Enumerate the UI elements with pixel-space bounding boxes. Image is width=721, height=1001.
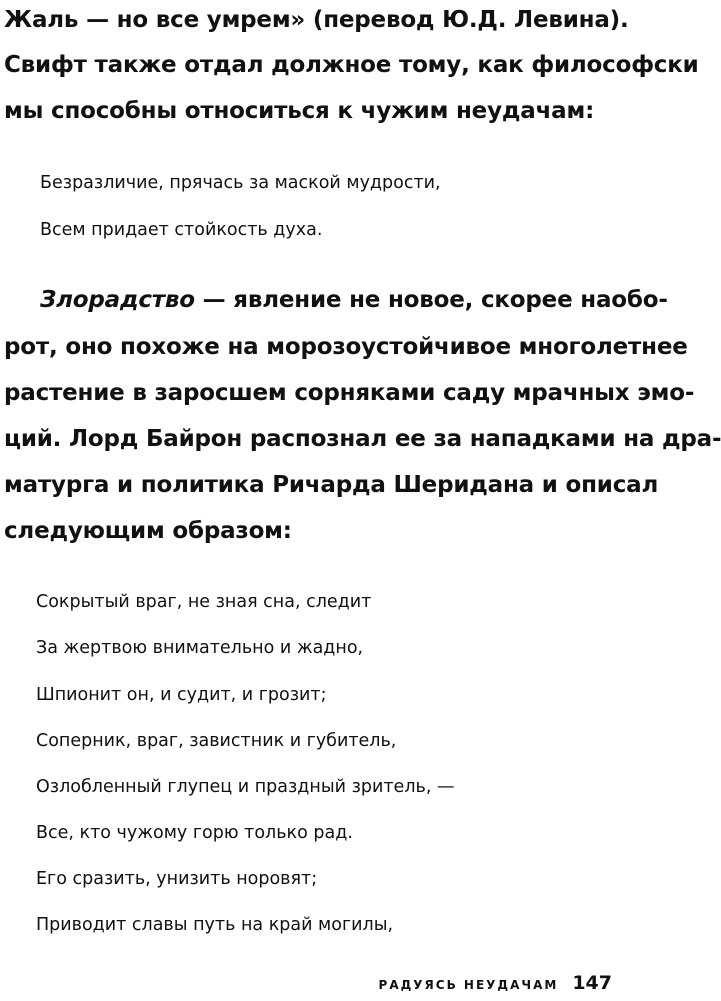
verse-line: Все, кто чужому горю только рад.	[36, 823, 353, 843]
verse-line: Его сразить, унизить норовят;	[36, 869, 318, 889]
verse-line: За жертвою внимательно и жадно,	[36, 638, 364, 658]
verse-line: Сокрытый враг, не зная сна, следит	[36, 592, 372, 612]
page-number: 147	[572, 972, 612, 994]
prose-line: следующим образом:	[4, 518, 292, 544]
verse-line: Приводит славы путь на край могилы,	[36, 915, 394, 935]
verse-line: Соперник, враг, завистник и губитель,	[36, 731, 397, 751]
prose-line: рот, оно похоже на морозоустойчивое многолетнее	[4, 334, 688, 360]
verse-line: Всем придает стойкость духа.	[40, 220, 323, 240]
prose-line: Свифт также отдал должное тому, как философски	[4, 52, 699, 78]
emphasized-term: Злорадство	[40, 287, 195, 313]
prose-line: матурга и политика Ричарда Шеридана и описал	[4, 472, 659, 498]
prose-line: растение в заросшем сорняками саду мрачных эмо-	[4, 380, 695, 406]
prose-line: ций. Лорд Байрон распознал ее за нападками на дра-	[4, 426, 721, 452]
verse-line: Шпионит он, и судит, и грозит;	[36, 685, 327, 705]
verse-line: Озлобленный глупец и праздный зритель, —	[36, 777, 455, 797]
prose-line: мы способны относиться к чужим неудачам:	[4, 98, 595, 124]
running-head: РАДУЯСЬ НЕУДАЧАМ	[378, 978, 559, 992]
prose-line	[40, 287, 668, 313]
page-footer	[379, 974, 612, 993]
verse-line: Безразличие, прячась за маской мудрости,	[40, 173, 441, 193]
prose-line: Жаль — но все умрем» (перевод Ю.Д. Левина).	[4, 7, 629, 33]
prose-line-rest: — явление не новое, скорее наобо-	[194, 287, 668, 313]
